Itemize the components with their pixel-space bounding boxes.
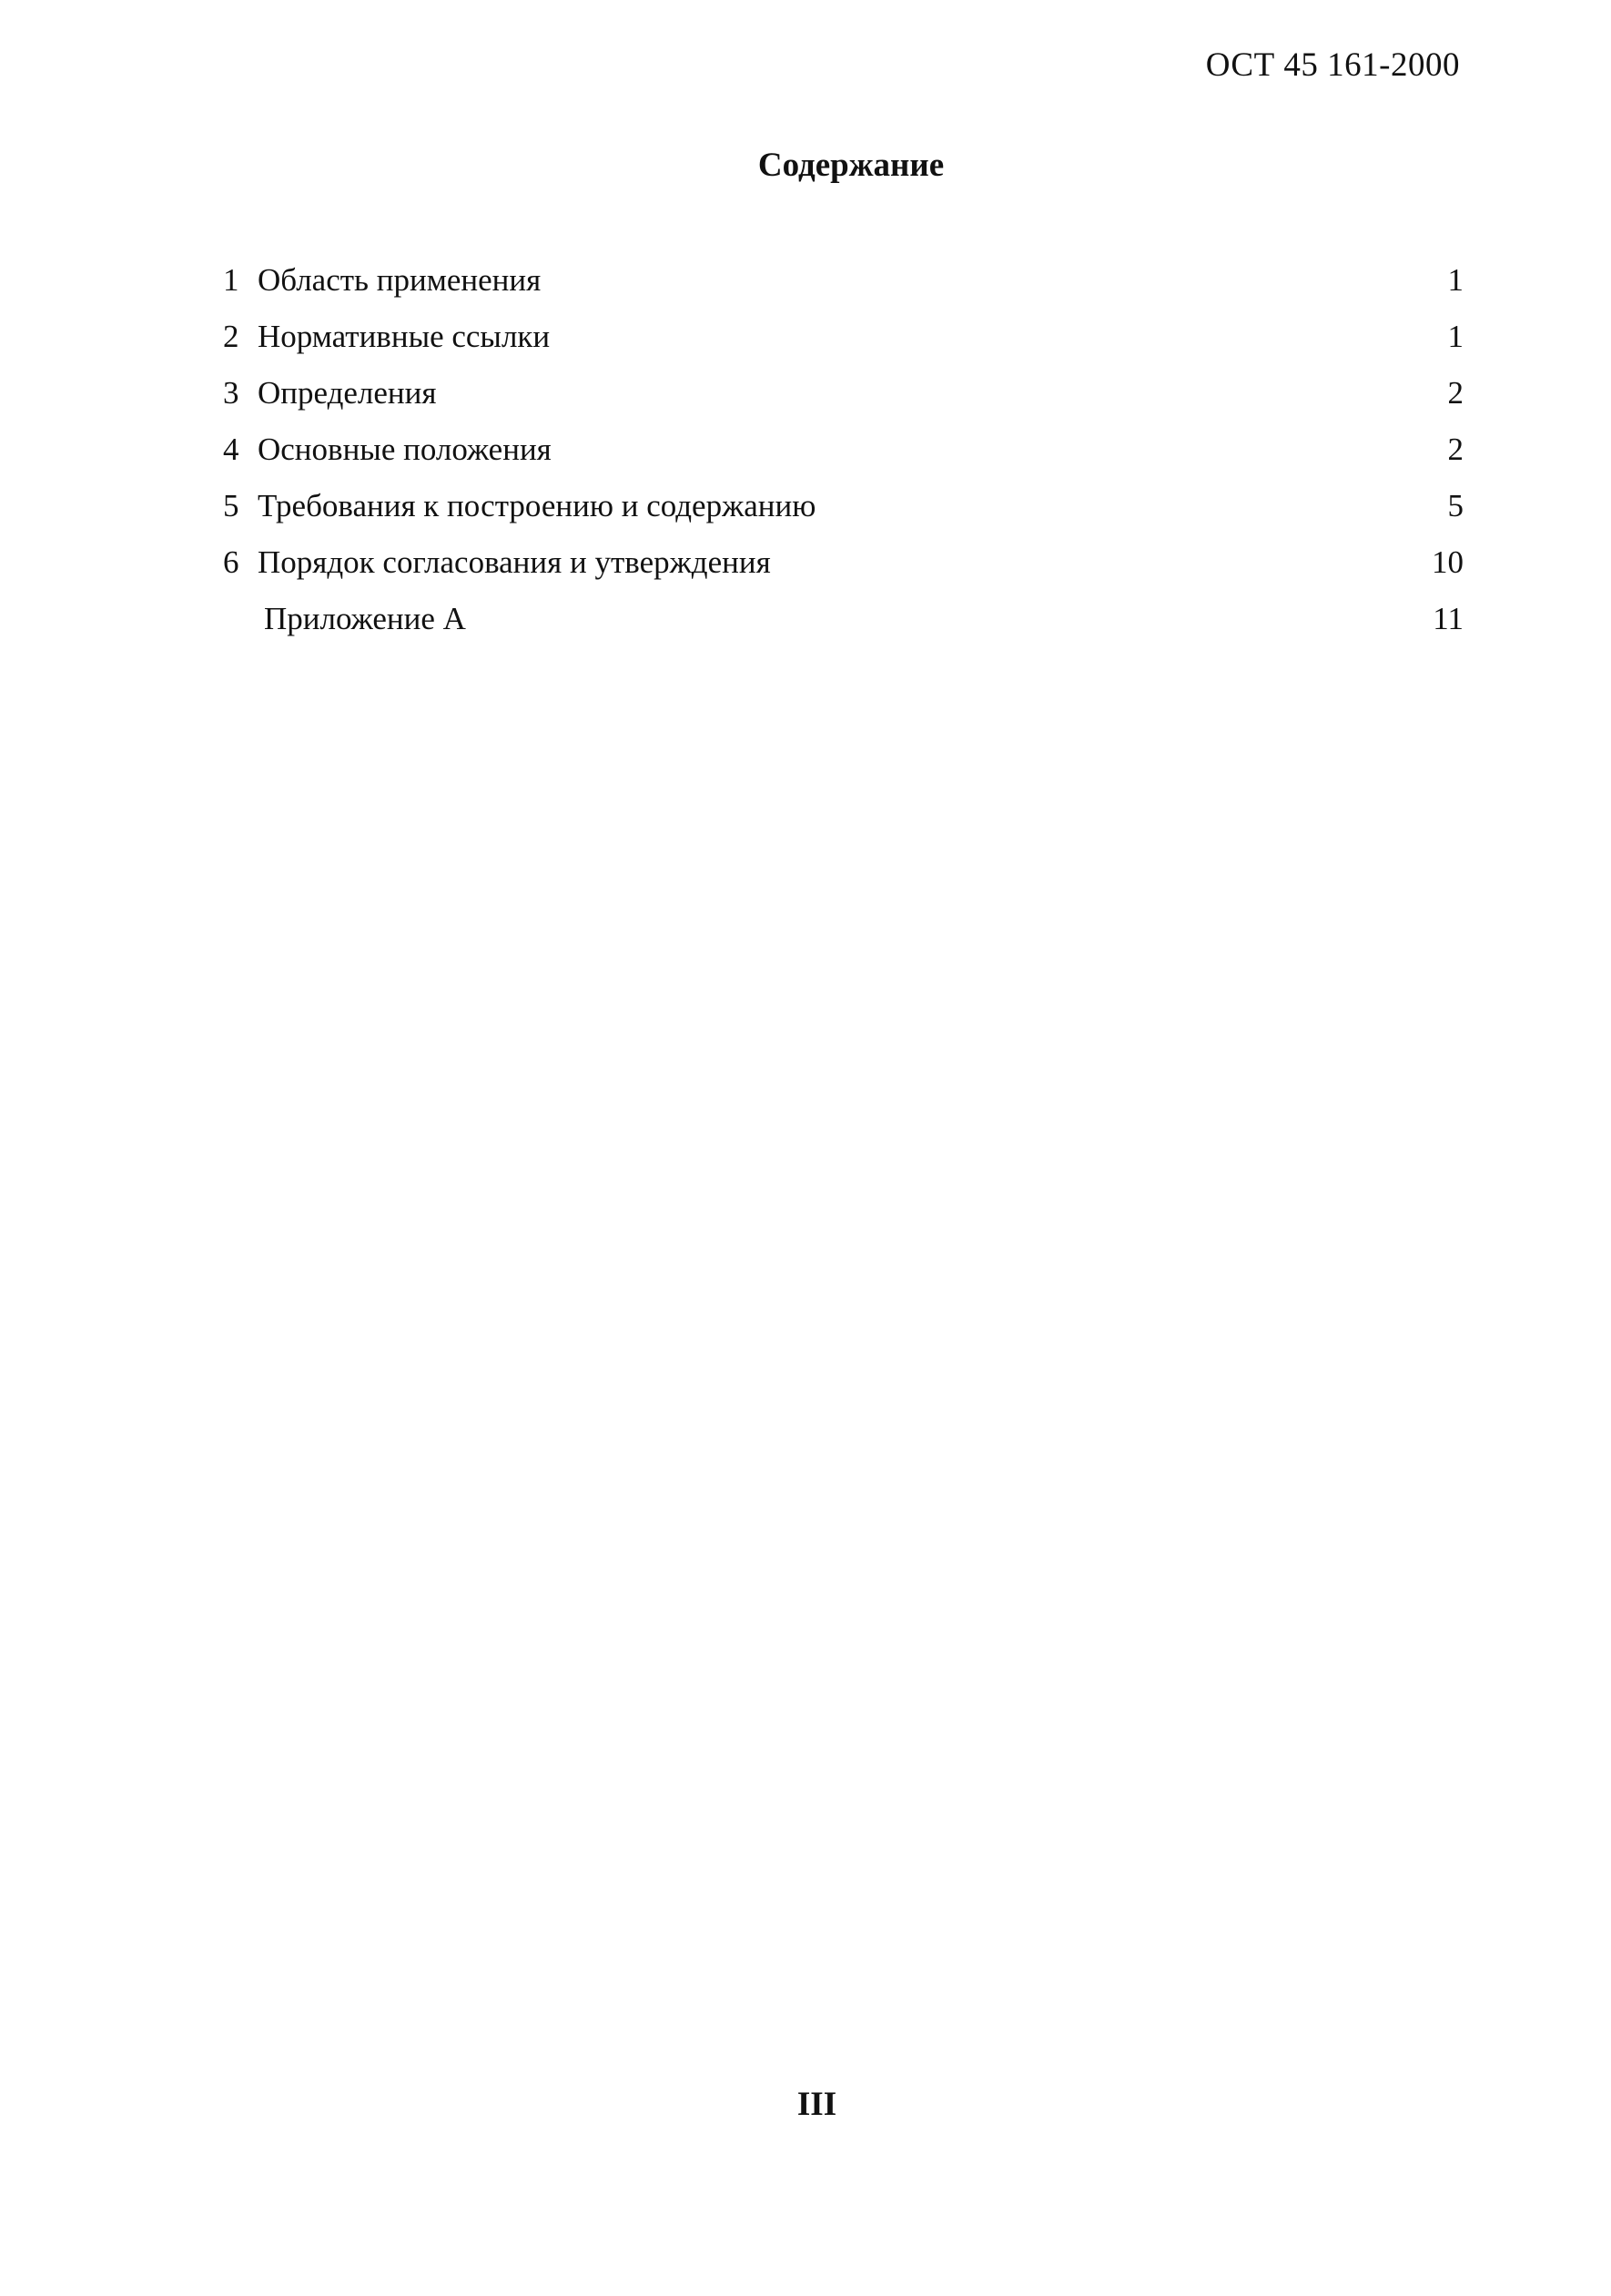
toc-item-appendix-a[interactable] [223, 599, 1464, 655]
toc-item-page: 11 [1433, 601, 1464, 636]
toc-item-label: Требования к построению и содержанию [258, 488, 816, 523]
toc-title: Содержание [757, 147, 945, 184]
toc-item-label: Нормативные ссылки [258, 319, 551, 354]
toc-item-number: 5 [223, 488, 239, 523]
toc-item-number: 6 [223, 544, 239, 580]
toc-item-structure-requirements[interactable] [223, 486, 1464, 543]
toc-item-page: 1 [1447, 319, 1464, 354]
toc-item-number: 4 [223, 432, 239, 467]
toc-item-definitions[interactable] [223, 373, 1464, 430]
toc-item-normative-references[interactable] [223, 317, 1464, 373]
toc-item-page: 1 [1447, 262, 1464, 298]
document-code: ОСТ 45 161-2000 [1205, 46, 1460, 84]
page-number: III [796, 2086, 837, 2123]
toc-item-number: 1 [223, 262, 239, 298]
toc-item-page: 10 [1432, 544, 1464, 580]
toc-item-number: 3 [223, 375, 239, 411]
toc-item-label: Приложение А [264, 601, 466, 636]
toc-item-label: Область применения [258, 262, 542, 298]
toc-item-label: Основные положения [258, 432, 552, 467]
toc-item-label: Порядок согласования и утверждения [258, 544, 771, 580]
toc-item-approval-procedure[interactable] [223, 543, 1464, 599]
table-of-contents [223, 260, 1464, 655]
toc-item-general-provisions[interactable] [223, 430, 1464, 486]
toc-item-number: 2 [223, 319, 239, 354]
toc-item-scope[interactable] [223, 260, 1464, 317]
toc-item-page: 2 [1447, 432, 1464, 467]
toc-item-page: 2 [1447, 375, 1464, 411]
toc-item-label: Определения [258, 375, 437, 411]
toc-item-page: 5 [1447, 488, 1464, 523]
